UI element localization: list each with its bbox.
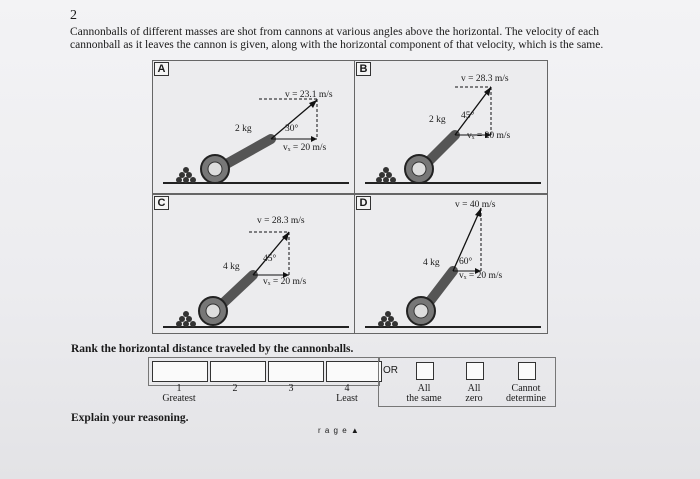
panel-d [354,194,548,334]
cannot-determine-label [496,384,556,404]
all-same-checkbox[interactable] [416,362,434,380]
panel-b [354,60,548,194]
cannon-diagram [153,195,355,333]
question-intro [70,26,680,52]
option-line: All [467,383,481,394]
mass-label: 2 kg [429,115,446,125]
angle-label: 45° [461,111,475,121]
panel-c [152,194,356,334]
mass-label: 2 kg [235,124,252,134]
rank-number-4: 4 [344,383,350,394]
angle-label: 30° [285,124,299,134]
rank-box-2[interactable] [210,361,266,382]
mass-label: 4 kg [423,258,440,268]
velocity-label: v = 28.3 m/s [461,74,509,84]
cannon-diagram [355,195,547,333]
angle-label: 60° [459,257,473,267]
option-line: All [417,383,431,394]
cannon-diagram [355,61,547,193]
rank-greatest-label: Greatest [162,393,196,404]
intro-line-2: cannonball as it leaves the cannon is given, along with the horizontal component of that velocity, which is the same. [70,39,604,51]
question-number: 2 [70,8,77,23]
option-line: the same [406,393,442,404]
intro-line-1: Cannonballs of different masses are shot from cannons at various angles above the horizontal. The velocity of each [70,26,600,38]
panel-label: C [154,196,169,210]
rank-box-3[interactable] [268,361,324,382]
panel-a [152,60,356,194]
panel-label: B [356,62,371,76]
option-line: Cannot [511,383,541,394]
vx-label: vₓ = 20 m/s [459,271,503,281]
vx-label: vₓ = 20 m/s [283,143,327,153]
rank-box-4[interactable] [326,361,382,382]
rank-boxes [152,361,384,382]
rank-number-1: 1 [176,383,182,394]
page-footer: r a g e ▲ [318,426,360,435]
rank-heading: Rank the horizontal distance traveled by the cannonballs. [71,343,354,355]
panel-label: D [356,196,371,210]
velocity-label: v = 28.3 m/s [257,216,305,226]
velocity-label: v = 23.1 m/s [285,90,333,100]
rank-box-1[interactable] [152,361,208,382]
or-label: OR [383,365,398,376]
angle-label: 45° [263,254,277,264]
cannot-determine-checkbox[interactable] [518,362,536,380]
vx-label: vₓ = 20 m/s [467,131,511,141]
rank-number-2: 2 [232,383,238,394]
option-line: zero [465,393,483,404]
all-zero-checkbox[interactable] [466,362,484,380]
panel-label: A [154,62,169,76]
mass-label: 4 kg [223,262,240,272]
rank-number-3: 3 [288,383,294,394]
rank-least-label: Least [336,393,358,404]
option-line: determine [506,393,546,404]
vx-label: vₓ = 20 m/s [263,277,307,287]
explain-prompt: Explain your reasoning. [71,412,189,424]
all-zero-label [444,384,504,404]
cannon-diagram [153,61,355,193]
velocity-label: v = 40 m/s [455,200,496,210]
